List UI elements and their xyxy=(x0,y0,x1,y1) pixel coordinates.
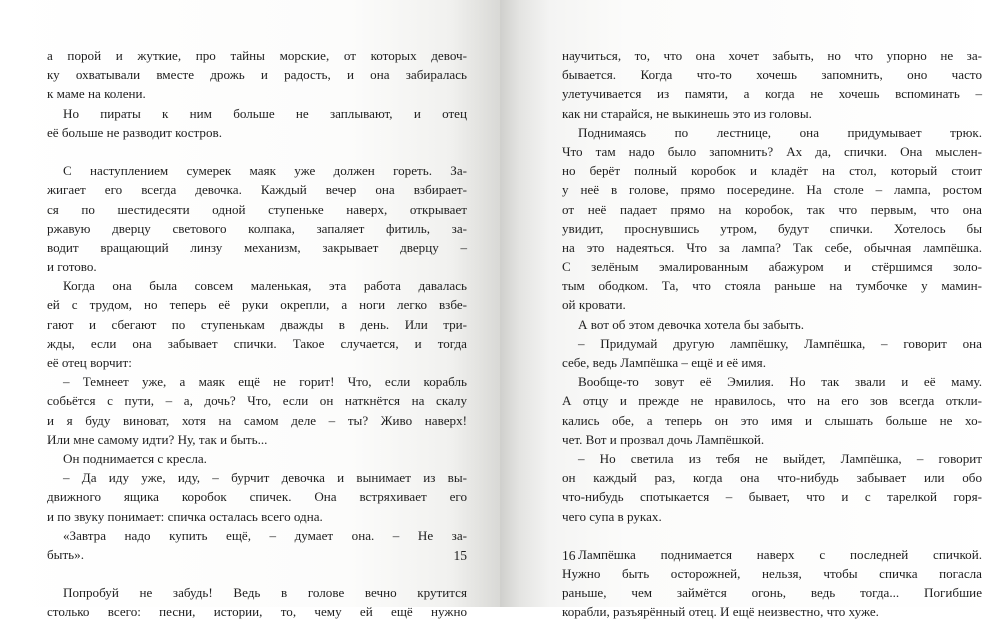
text-line: и готово. xyxy=(47,259,97,275)
text-line: ку охватывали вместе дрожь и радость, и она забиралась xyxy=(47,67,467,83)
text-line: Он поднимается с кресла. xyxy=(63,450,207,466)
text-line: А отцу и прежде не нравилось, что на его зов всегда откли- xyxy=(562,393,982,409)
text-line: Или мне самому идти? Ну, так и быть... xyxy=(47,431,268,447)
text-line: ся по шестидесяти одной ступеньке наверх, открывает xyxy=(47,201,467,217)
text-line: Поднимаясь по лестнице, она придумывает трюк. xyxy=(578,124,982,140)
text-line: движного ящика коробок спичек. Она встряхивает его xyxy=(47,489,467,505)
right-page-text xyxy=(562,46,982,622)
text-line: жигает его всегда девочка. Каждый вечер она взбирает- xyxy=(47,182,467,198)
text-line: себе, ведь Лампёшка – ещё и её имя. xyxy=(562,355,766,370)
text-line: Лампёшка поднимается наверх с последней спичкой. xyxy=(578,546,982,562)
text-line: жды, если она забывает спички. Такое случается, и тогда xyxy=(47,335,467,351)
text-line: С наступлением сумерек маяк уже должен гореть. За- xyxy=(63,163,467,179)
page-number: 15 xyxy=(453,548,467,563)
paragraph-gap xyxy=(47,142,467,161)
text-line: Но пираты к ним больше не заплывают, и отец xyxy=(63,105,467,121)
text-line: С зелёным эмалированным абажуром и стёршимся золо- xyxy=(562,259,982,275)
right-page xyxy=(500,0,1001,620)
text-line: её отец ворчит: xyxy=(47,355,132,370)
text-line: ей с трудом, но теперь её руки окрепли, а ноги легко взбе- xyxy=(47,297,467,313)
text-line: как ни старайся, не выкинешь это из головы. xyxy=(562,105,812,121)
text-line: к маме на колени. xyxy=(47,86,146,102)
text-line: А вот об этом девочка хотела бы забыть. xyxy=(578,316,805,332)
text-line: научиться, то, что она хочет забыть, но что упорно не за- xyxy=(562,48,982,63)
text-line: – Да иду уже, иду, – бурчит девочка и вынимает из вы- xyxy=(63,470,467,486)
text-line: и по звуку понимает: спичка осталась всего одна. xyxy=(47,508,323,524)
text-line: собьётся с пути, – а, дочь? Что, если он наткнётся на скалу xyxy=(47,393,467,409)
text-line: Вообще-то зовут её Эмилия. Но так звали и её маму. xyxy=(578,374,982,390)
paragraph-gap xyxy=(47,564,467,583)
text-line: Что там надо было запомнить? Ах да, спички. Она мыслен- xyxy=(562,143,982,159)
paragraph-gap xyxy=(562,526,982,545)
text-line: – Темнеет уже, а маяк ещё не горит! Что, если корабль xyxy=(63,374,467,390)
text-line: от неё падает прямо на коробок, так что первым, что она xyxy=(562,201,982,217)
text-line: ой кровати. xyxy=(562,297,626,313)
text-line: чего супа в руках. xyxy=(562,508,662,524)
text-line: на это надеяться. Что за лампа? Так себе, обычная лампёшка. xyxy=(562,239,982,255)
text-line: – Придумай другую лампёшку, Лампёшка, – говорит она xyxy=(578,335,982,351)
text-line: быть». xyxy=(47,546,84,562)
text-line: водит вращающий линзу механизм, закрывает дверцу – xyxy=(47,239,467,255)
text-line: что-нибудь спотыкается – бывает, что и с тарелкой горя- xyxy=(562,489,982,505)
text-line: у неё в голове, прямо посередине. На столе – лампа, ростом xyxy=(562,182,982,198)
left-page-text xyxy=(47,46,467,622)
text-line: чет. Вот и прозвал дочь Лампёшкой. xyxy=(562,431,765,447)
text-line: – Но светила из тебя не выйдет, Лампёшка, – говорит xyxy=(578,450,982,466)
text-line: но берёт полный коробок и кладёт на стол, который стоит xyxy=(562,163,982,179)
text-line: столько всего: песни, истории, то, чему ей ещё нужно xyxy=(47,604,467,620)
text-line: корабли, разъярённый отец. И ещё неизвестно, что хуже. xyxy=(562,604,879,620)
left-page xyxy=(0,0,500,620)
text-line: увидит, проснувшись утром, будут спички. Хотелось бы xyxy=(562,220,982,236)
text-line: а порой и жуткие, про тайны морские, от которых девоч- xyxy=(47,48,467,63)
text-line: «Завтра надо купить ещё, – думает она. – Не за- xyxy=(63,527,467,543)
text-line: раньше, чем займётся огонь, ведь тогда... Погибшие xyxy=(562,585,982,601)
text-line: Попробуй не забудь! Ведь в голове вечно крутится xyxy=(63,585,467,601)
text-line: он каждый раз, когда она что-нибудь забывает или обо xyxy=(562,470,982,486)
text-line: бывается. Когда что-то хочешь запомнить, оно часто xyxy=(562,67,982,83)
text-line: Когда она была совсем маленькая, эта работа давалась xyxy=(63,278,467,294)
text-line: её больше не разводит костров. xyxy=(47,124,222,140)
page-number: 16 xyxy=(562,548,576,563)
text-line: Нужно быть осторожней, нельзя, чтобы спичка погасла xyxy=(562,566,982,582)
text-line: и я буду виноват, хотя на самом деле – ты? Живо наверх! xyxy=(47,412,467,428)
text-line: тым ободком. Та, что стояла раньше на тумбочке у мамин- xyxy=(562,278,982,294)
text-line: кались обе, а теперь он это имя и слышать больше не хо- xyxy=(562,412,982,428)
text-line: улетучивается из памяти, а когда не хочешь вспоминать – xyxy=(562,86,982,102)
text-line: гают и сбегают по ступенькам дважды в день. Или три- xyxy=(47,316,467,332)
text-line: ржавую дверцу светового колпака, запаляет фитиль, за- xyxy=(47,220,467,236)
